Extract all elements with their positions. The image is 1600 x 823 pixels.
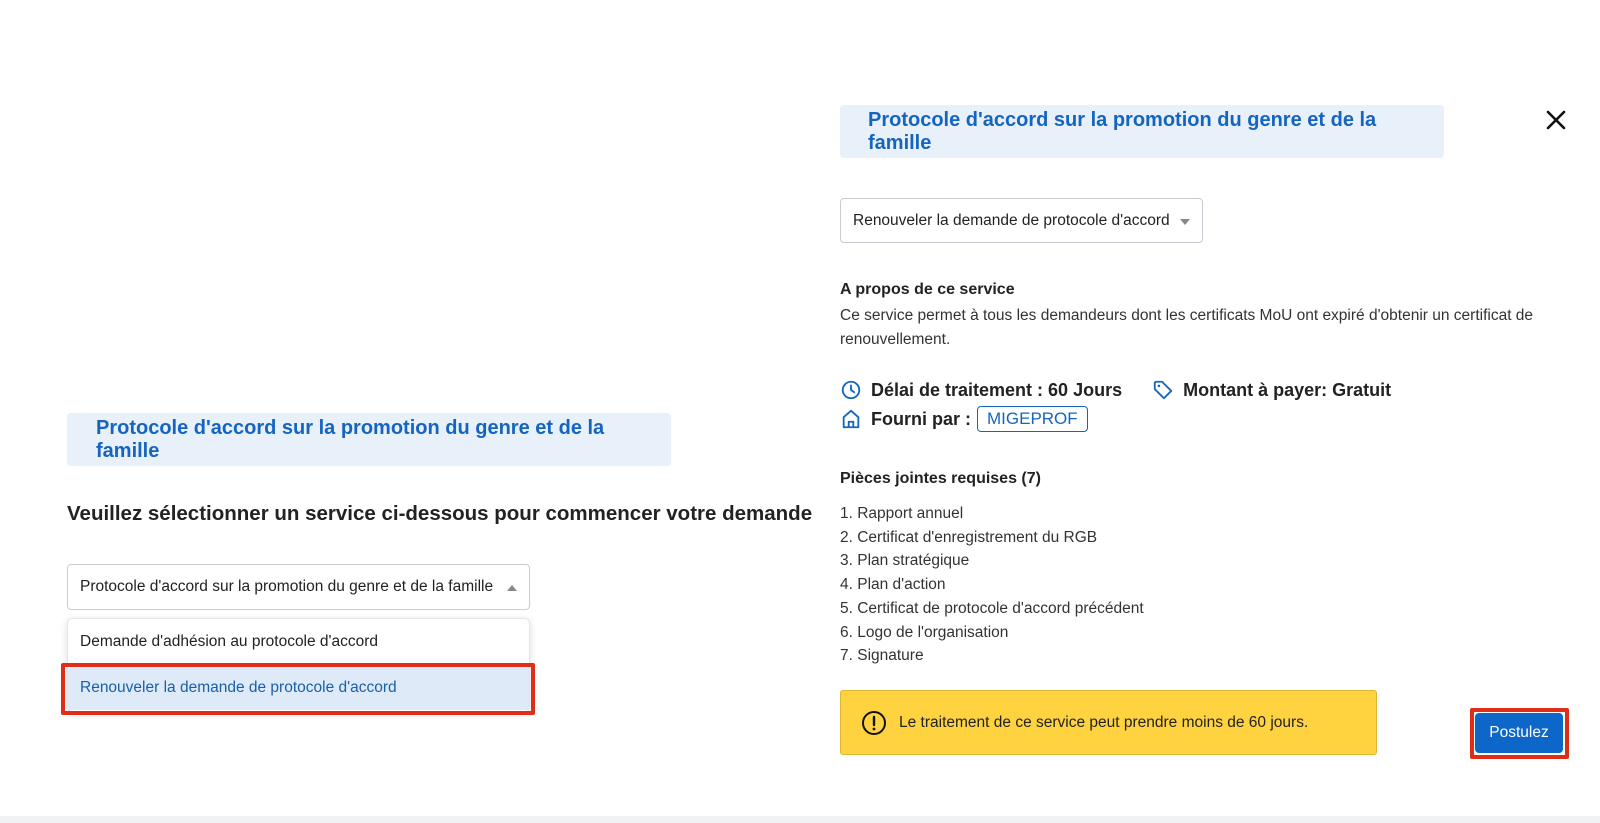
attachments-list: [840, 502, 1144, 668]
chevron-up-icon: [507, 585, 517, 591]
clock-icon: [840, 379, 862, 401]
list-item: 4. Plan d'action: [840, 576, 946, 594]
right-banner-title: Protocole d'accord sur la promotion du genre et de la famille: [868, 108, 1377, 154]
left-service-banner: [67, 413, 671, 466]
list-item: 1. Rapport annuel: [840, 505, 964, 522]
processing-time: Délai de traitement : 60 Jours: [871, 379, 1123, 400]
alert-text: Le traitement de ce service peut prendre moins de 60 jours.: [899, 713, 1309, 731]
list-item: 6. Logo de l'organisation: [840, 623, 1009, 641]
option-label: Renouveler la demande de protocole d'accord: [80, 678, 397, 696]
list-item: 7. Signature: [840, 647, 924, 665]
request-type-value: Renouveler la demande de protocole d'accord: [853, 211, 1170, 229]
bottom-divider: [0, 816, 1600, 823]
right-service-banner: [840, 105, 1444, 158]
highlight-box-renew-option: [61, 663, 535, 715]
service-select-value: Protocole d'accord sur la promotion du genre et de la famille: [80, 578, 494, 595]
option-membership-request[interactable]: [68, 619, 529, 664]
close-icon[interactable]: [1544, 108, 1568, 132]
alert-circle-icon: [861, 710, 887, 736]
provider-badge[interactable]: MIGEPROF: [977, 406, 1088, 432]
service-selection-prompt: Veuillez sélectionner un service ci-dessous pour commencer votre demande: [67, 502, 813, 525]
request-type-select[interactable]: [840, 198, 1203, 243]
option-label: Demande d'adhésion au protocole d'accord: [80, 632, 379, 650]
building-icon: [840, 408, 862, 430]
provider-row: [840, 406, 1088, 432]
service-meta-row: [840, 379, 1391, 401]
apply-button[interactable]: Postulez: [1475, 713, 1563, 753]
provided-by-label: Fourni par :: [871, 408, 971, 429]
list-item: 5. Certificat de protocole d'accord précédent: [840, 599, 1144, 617]
amount-to-pay: Montant à payer: Gratuit: [1183, 379, 1392, 400]
about-service-title: A propos de ce service: [840, 281, 1015, 298]
list-item: 3. Plan stratégique: [840, 552, 970, 570]
attachments-title: Pièces jointes requises (7): [840, 470, 1041, 487]
service-select-dropdown[interactable]: [67, 564, 530, 610]
tag-icon: [1152, 379, 1174, 401]
list-item: 2. Certificat d'enregistrement du RGB: [840, 528, 1098, 546]
processing-alert: [840, 690, 1377, 755]
highlight-box-apply-button: [1470, 708, 1569, 759]
left-banner-title: Protocole d'accord sur la promotion du genre et de la famille: [96, 416, 605, 462]
chevron-down-icon: [1180, 219, 1190, 225]
about-service-text: Ce service permet à tous les demandeurs dont les certificats MoU ont expiré d'obtenir un certificat de renouvellement.: [840, 307, 1534, 348]
